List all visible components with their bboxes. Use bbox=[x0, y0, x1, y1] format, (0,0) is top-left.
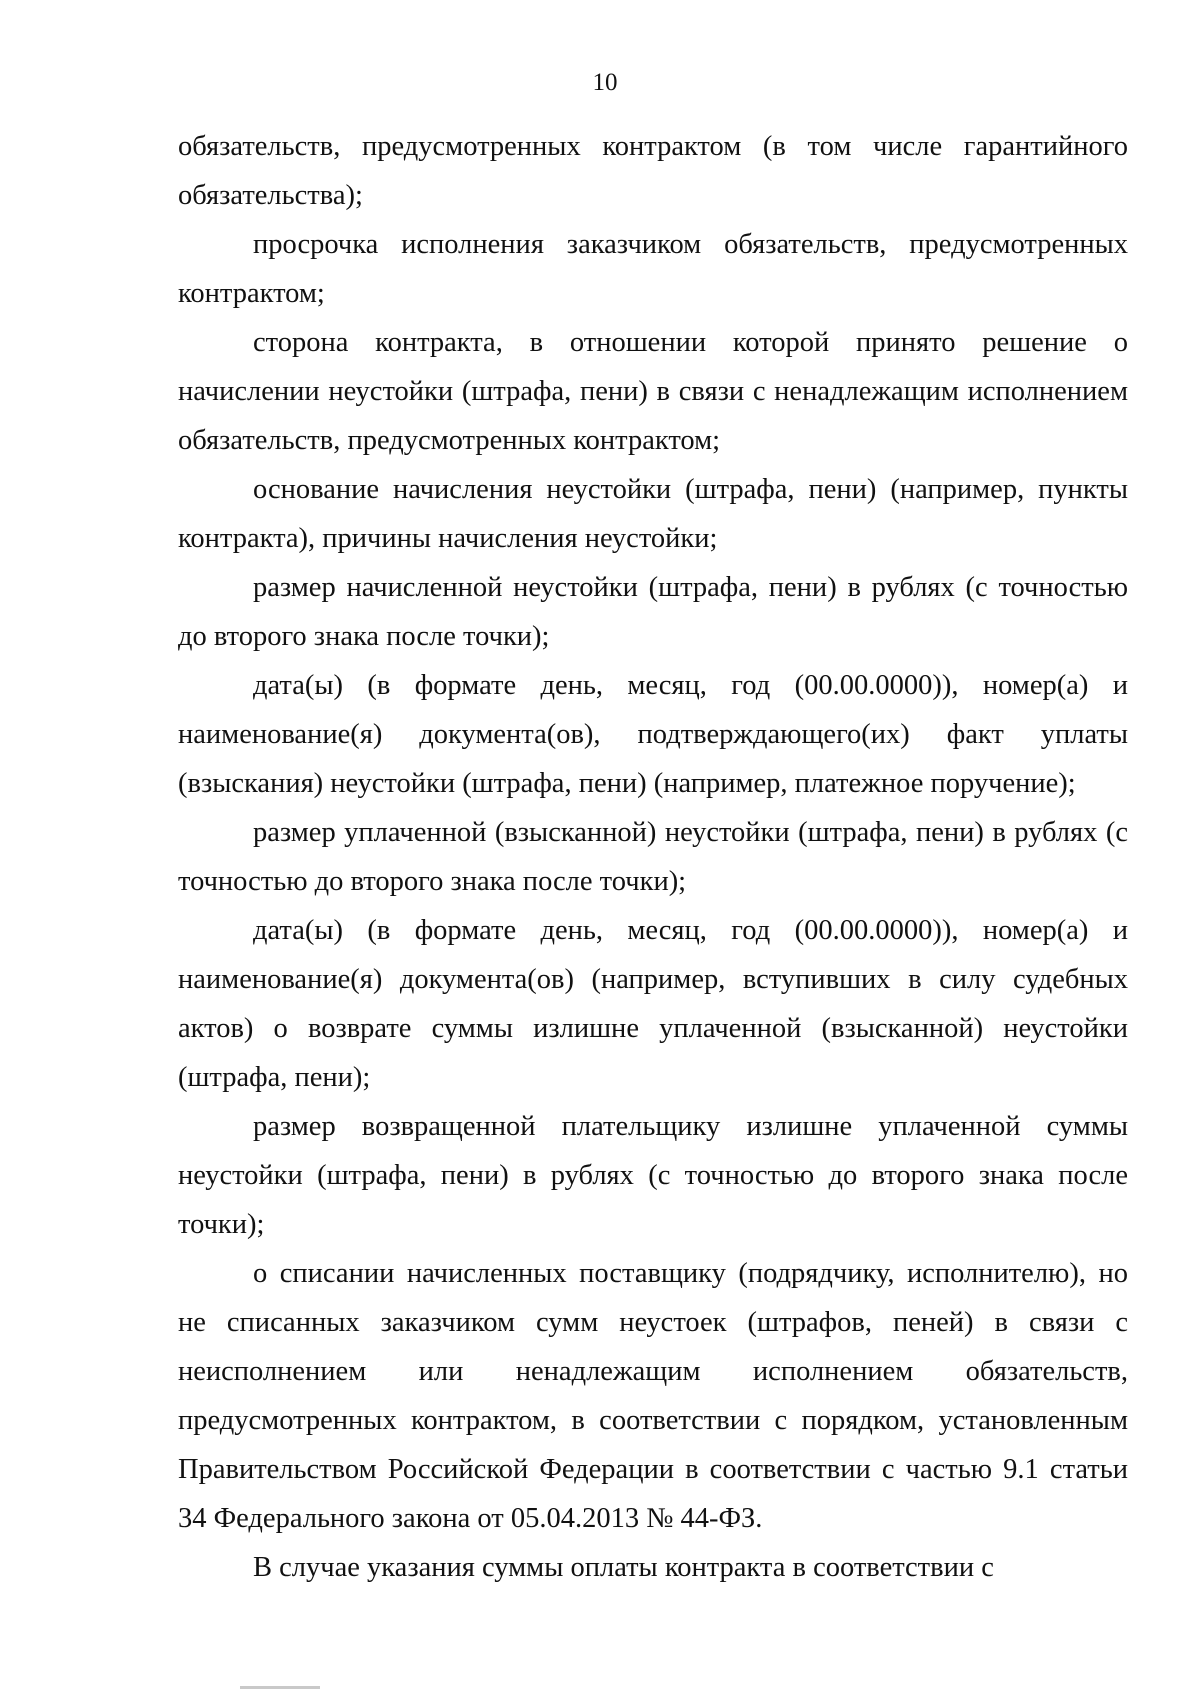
paragraph-penalty-write-off: о списании начисленных поставщику (подрядчику, исполнителю), но не списанных заказчиком сумм неустоек (штрафов, пеней) в связи с неисполнением или ненадлежащим исполнением обязательств, предусмотренных контрактом, в соответствии с порядком, установленным Правительством Российской Федерации в соответствии с частью 9.1 статьи 34 Федерального закона от 05.04.2013 № 44-ФЗ. bbox=[178, 1258, 1128, 1534]
page-number: 10 bbox=[592, 69, 618, 96]
paragraph-payment-documents: дата(ы) (в формате день, месяц, год (00.00.0000)), номер(а) и наименование(я) документа(ов), подтверждающего(их) факт уплаты (взыскания) неустойки (штрафа, пени) (например, платежное поручение); bbox=[178, 670, 1128, 799]
paragraph-contract-party: сторона контракта, в отношении которой принято решение о начислении неустойки (штрафа, пени) в связи с ненадлежащим исполнением обязательств, предусмотренных контрактом; bbox=[178, 327, 1128, 456]
paragraph-continuation: обязательств, предусмотренных контрактом (в том числе гарантийного обязательства); bbox=[178, 131, 1128, 211]
paragraph-paid-penalty-amount: размер уплаченной (взысканной) неустойки (штрафа, пени) в рублях (с точностью до второго знака после точки); bbox=[178, 817, 1128, 897]
page-edge-mark bbox=[240, 1686, 320, 1689]
paragraph-refunded-amount: размер возвращенной плательщику излишне уплаченной суммы неустойки (штрафа, пени) в рублях (с точностью до второго знака после точки); bbox=[178, 1111, 1128, 1240]
paragraph-contract-payment: В случае указания суммы оплаты контракта в соответствии с bbox=[253, 1552, 994, 1583]
paragraph-penalty-basis: основание начисления неустойки (штрафа, пени) (например, пункты контракта), причины начисления неустойки; bbox=[178, 474, 1128, 554]
document-body bbox=[178, 122, 1128, 1592]
paragraph-refund-documents: дата(ы) (в формате день, месяц, год (00.00.0000)), номер(а) и наименование(я) документа(ов) (например, вступивших в силу судебных актов) о возврате суммы излишне уплаченной (взысканной) неустойки (штрафа, пени); bbox=[178, 915, 1128, 1093]
paragraph-customer-delay: просрочка исполнения заказчиком обязательств, предусмотренных контрактом; bbox=[178, 229, 1128, 309]
paragraph-accrued-penalty-amount: размер начисленной неустойки (штрафа, пени) в рублях (с точностью до второго знака после точки); bbox=[178, 572, 1128, 652]
